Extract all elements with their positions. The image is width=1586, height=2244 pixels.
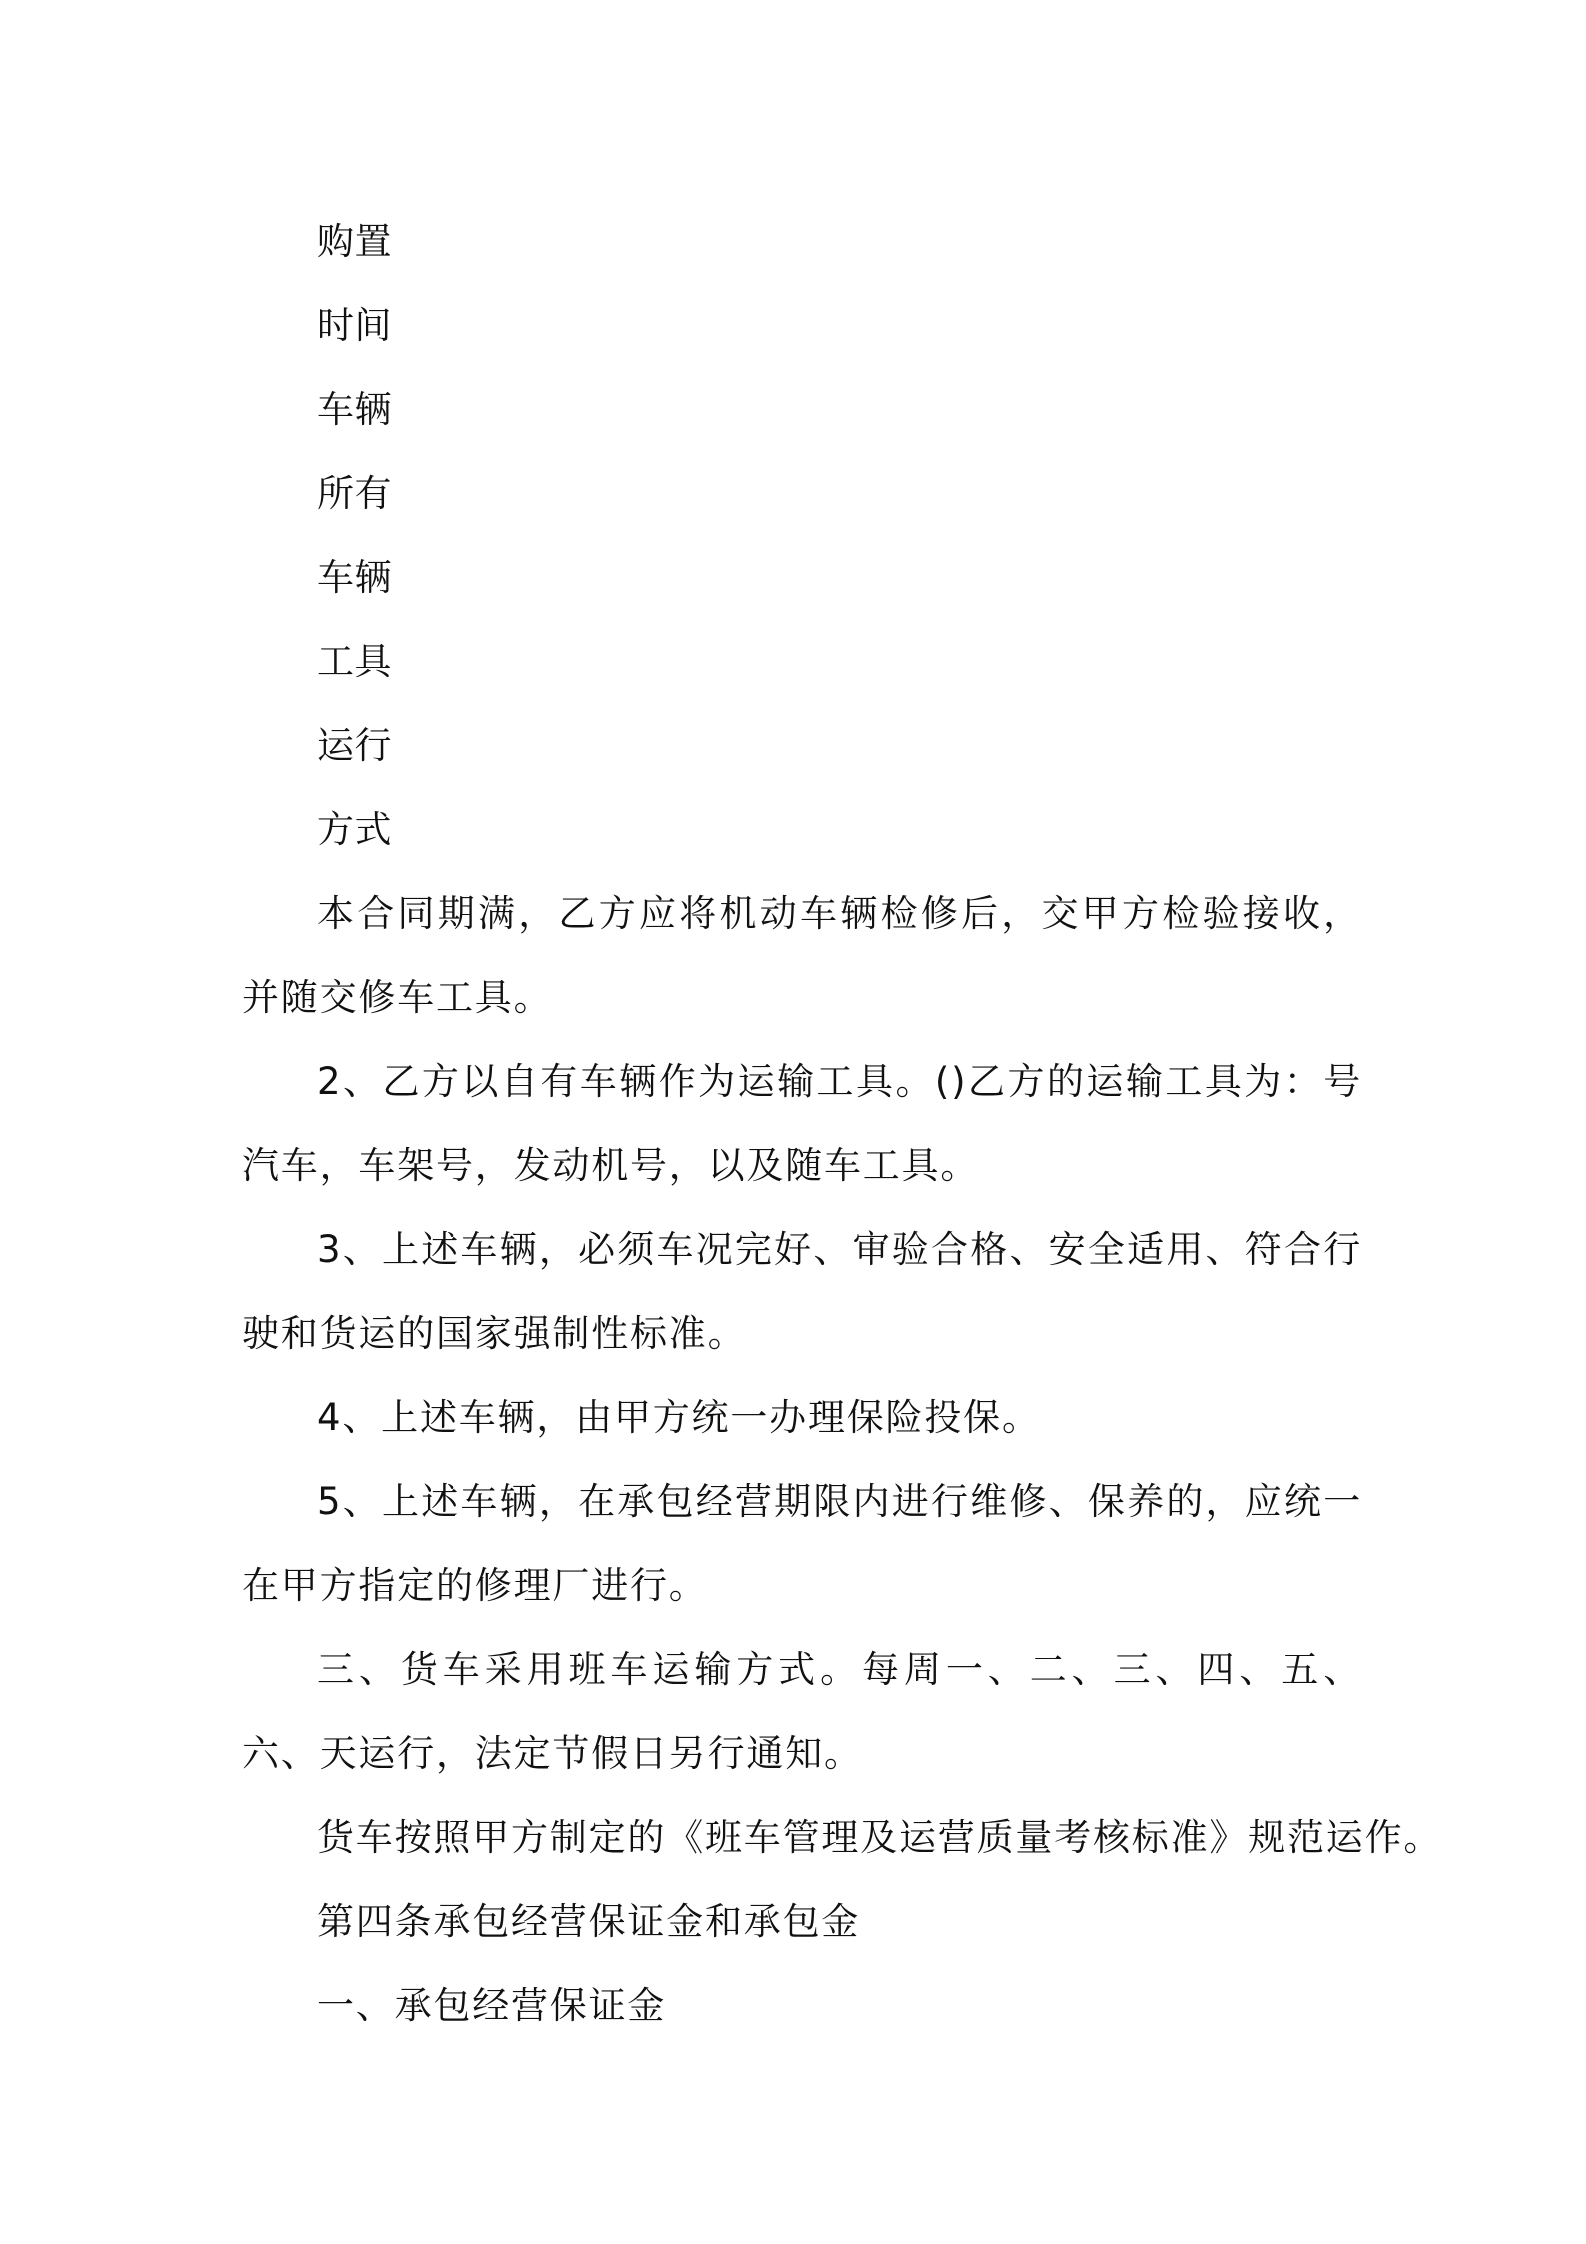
short-line: 所有 — [317, 472, 392, 515]
paragraph-clause-2: 2、乙方以自有车辆作为运输工具。()乙方的运输工具为：号汽车，车架号，发动机号，以及随车工具。 — [242, 1060, 1362, 1187]
paragraph-contract-expiry: 本合同期满，乙方应将机动车辆检修后，交甲方检验接收，并随交修车工具。 — [242, 892, 1362, 1019]
short-line: 车辆 — [317, 388, 392, 431]
short-line: 工具 — [317, 640, 392, 683]
short-line: 方式 — [317, 808, 392, 851]
heading-deposit: 一、承包经营保证金 — [317, 1984, 667, 2027]
paragraph-clause-5: 5、上述车辆，在承包经营期限内进行维修、保养的，应统一在甲方指定的修理厂进行。 — [242, 1480, 1362, 1607]
short-line: 车辆 — [317, 556, 392, 599]
heading-article-4: 第四条承包经营保证金和承包金 — [317, 1900, 861, 1943]
short-line: 运行 — [317, 724, 392, 767]
short-line: 时间 — [317, 304, 392, 347]
short-line: 购置 — [317, 220, 392, 263]
document-body — [242, 200, 1443, 2048]
paragraph-clause-3: 3、上述车辆，必须车况完好、审验合格、安全适用、符合行驶和货运的国家强制性标准。 — [242, 1228, 1362, 1355]
paragraph-section-3: 三、货车采用班车运输方式。每周一、二、三、四、五、六、天运行，法定节假日另行通知。 — [242, 1648, 1362, 1775]
paragraph-clause-4: 4、上述车辆，由甲方统一办理保险投保。 — [317, 1396, 1041, 1439]
paragraph-standard: 货车按照甲方制定的《班车管理及运营质量考核标准》规范运作。 — [317, 1816, 1443, 1859]
